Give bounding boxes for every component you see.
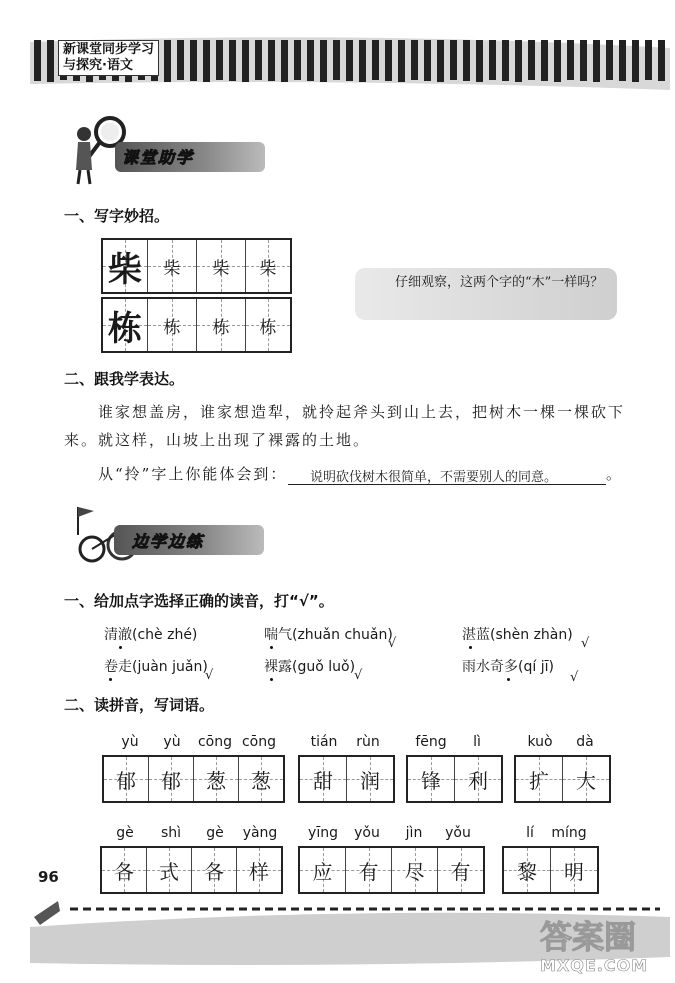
pinyin-label: lí	[526, 825, 534, 841]
pronunciation-item: 裸露(guǒ luǒ)	[264, 659, 356, 675]
pinyin-label: rùn	[356, 734, 380, 750]
question-prompt: 从“拎”字上你能体会到：	[98, 465, 288, 483]
header-stripe	[580, 40, 587, 81]
grid-cell-model: 栋	[103, 299, 148, 351]
header-stripe	[450, 40, 457, 80]
question-heading: 一、给加点字选择正确的读音，打“√”。	[64, 592, 334, 610]
grid-cell-model: 柴	[103, 240, 148, 292]
header-stripe	[541, 40, 548, 81]
header-stripe	[177, 40, 184, 80]
pinyin-label: fēng	[415, 734, 447, 750]
word-grid	[298, 846, 485, 894]
section-title-banner	[70, 112, 220, 182]
header-stripe	[385, 40, 392, 81]
answer-text: 说明砍伐树木很简单，不需要别人的同意。	[310, 470, 558, 485]
word-cell[interactable]: 黎	[504, 848, 551, 892]
section-title-banner	[72, 505, 272, 565]
header-book-label	[58, 40, 159, 76]
word-cell[interactable]: 应	[300, 848, 346, 892]
header-stripe	[255, 40, 262, 80]
header-stripe	[632, 40, 639, 82]
header-stripe	[437, 40, 444, 82]
pinyin-label: gè	[206, 825, 224, 841]
header-stripe	[528, 40, 535, 80]
page-number: 96	[38, 868, 59, 886]
word-grid	[514, 755, 611, 803]
header-stripe	[164, 40, 171, 82]
tip-note-box	[355, 268, 617, 320]
word-cell[interactable]: 大	[563, 757, 609, 801]
section-title: 课堂助学	[122, 148, 195, 167]
writing-grid-row	[101, 238, 292, 294]
pinyin-label: lì	[473, 734, 481, 750]
header-label-line2: 与探究·语文	[63, 58, 133, 73]
reading-passage-line2: 来。就这样，山坡上出现了裸露的土地。	[64, 431, 371, 449]
pinyin-label: yǒu	[445, 825, 471, 841]
grid-cell-copy[interactable]: 栋	[197, 299, 246, 351]
word-cell[interactable]: 郁	[149, 757, 194, 801]
pinyin-label: yīng	[308, 825, 338, 841]
grid-cell-copy[interactable]: 柴	[246, 240, 290, 292]
word-cell[interactable]: 尽	[392, 848, 438, 892]
header-stripe	[229, 40, 236, 81]
word-cell[interactable]: 扩	[516, 757, 563, 801]
header-stripe	[242, 40, 249, 82]
word-cell[interactable]: 各	[102, 848, 147, 892]
check-mark: √	[354, 668, 363, 683]
grid-cell-copy[interactable]: 栋	[246, 299, 290, 351]
header-stripe	[658, 40, 665, 81]
check-mark: √	[570, 670, 579, 685]
header-stripe	[619, 40, 626, 81]
header-stripe	[359, 40, 366, 82]
word-cell[interactable]: 明	[551, 848, 597, 892]
pinyin-label: kuò	[527, 734, 553, 750]
header-stripe	[645, 40, 652, 80]
pinyin-label: yǒu	[354, 825, 380, 841]
pinyin-label: gè	[116, 825, 134, 841]
header-stripe	[268, 40, 275, 81]
check-mark: √	[205, 668, 214, 683]
answer-field[interactable]	[288, 466, 606, 485]
header-stripe	[203, 40, 210, 82]
header-stripe	[398, 40, 405, 82]
pinyin-label: jìn	[405, 825, 423, 841]
section-title: 边学边练	[132, 532, 205, 551]
grid-cell-copy[interactable]: 柴	[197, 240, 246, 292]
reading-passage-line1: 谁家想盖房，谁家想造犁，就拎起斧头到山上去，把树木一棵一棵砍下	[98, 403, 626, 421]
header-stripe	[476, 40, 483, 82]
word-grid	[298, 755, 395, 803]
header-stripe	[307, 40, 314, 81]
word-grid	[102, 755, 285, 803]
header-stripe	[593, 40, 600, 82]
word-cell[interactable]: 葱	[194, 757, 239, 801]
word-cell[interactable]: 葱	[239, 757, 283, 801]
header-stripe	[34, 40, 41, 81]
header-stripe	[190, 40, 197, 81]
pronunciation-item: 湛蓝(shèn zhàn)	[462, 627, 573, 643]
pinyin-label: dà	[576, 734, 594, 750]
pinyin-label: yàng	[242, 825, 278, 841]
pinyin-label: shì	[160, 825, 182, 841]
answer-end-mark: 。	[606, 465, 624, 483]
header-stripe	[346, 40, 353, 81]
word-cell[interactable]: 样	[237, 848, 281, 892]
header-stripe	[281, 40, 288, 82]
word-cell[interactable]: 锋	[408, 757, 455, 801]
pronunciation-item: 卷走(juàn juǎn)	[104, 659, 208, 675]
pinyin-label: tián	[310, 734, 338, 750]
word-cell[interactable]: 各	[192, 848, 237, 892]
pinyin-label: cōng	[197, 734, 233, 750]
watermark-url: MXQE.COM	[540, 956, 649, 975]
pinyin-label: yù	[163, 734, 181, 750]
header-stripe	[333, 40, 340, 80]
pinyin-label: cōng	[241, 734, 277, 750]
question-heading: 一、写字妙招。	[64, 207, 170, 225]
word-grid	[406, 755, 503, 803]
header-stripe	[47, 40, 54, 82]
pinyin-label: yù	[121, 734, 139, 750]
writing-grid-row	[101, 297, 292, 353]
header-stripe	[515, 40, 522, 82]
pinyin-label: míng	[551, 825, 587, 841]
question-heading: 二、读拼音，写词语。	[64, 696, 215, 714]
header-label-line1: 新课堂同步学习	[63, 42, 155, 57]
header-stripe	[554, 40, 561, 82]
check-mark: √	[581, 636, 590, 651]
question-heading: 二、跟我学表达。	[64, 370, 185, 388]
header-stripe	[294, 40, 301, 80]
header-stripe	[606, 40, 613, 80]
word-cell[interactable]: 有	[346, 848, 392, 892]
header-stripe	[567, 40, 574, 80]
header-stripe	[424, 40, 431, 81]
word-cell[interactable]: 甜	[300, 757, 347, 801]
header-stripe	[489, 40, 496, 80]
header-stripe	[502, 40, 509, 81]
word-grid	[100, 846, 283, 894]
word-cell[interactable]: 润	[347, 757, 393, 801]
grid-cell-copy[interactable]: 栋	[148, 299, 197, 351]
header-stripe	[216, 40, 223, 80]
tip-note-text: 仔细观察，这两个字的“木”一样吗？	[395, 275, 604, 290]
grid-cell-copy[interactable]: 柴	[148, 240, 197, 292]
header-stripe	[372, 40, 379, 80]
pronunciation-item: 清澈(chè zhé)	[104, 627, 198, 643]
pronunciation-item: 喘气(zhuǎn chuǎn)	[264, 627, 393, 643]
header-stripe	[463, 40, 470, 81]
pronunciation-item: 雨水奇多(qí jī)	[462, 659, 554, 675]
check-mark: √	[388, 636, 397, 651]
word-cell[interactable]: 有	[438, 848, 483, 892]
word-cell[interactable]: 利	[455, 757, 501, 801]
word-grid	[502, 846, 599, 894]
word-cell[interactable]: 郁	[104, 757, 149, 801]
header-stripe	[411, 40, 418, 80]
word-cell[interactable]: 式	[147, 848, 192, 892]
header-stripe	[320, 40, 327, 82]
watermark-logo: 答案圈	[540, 918, 637, 956]
